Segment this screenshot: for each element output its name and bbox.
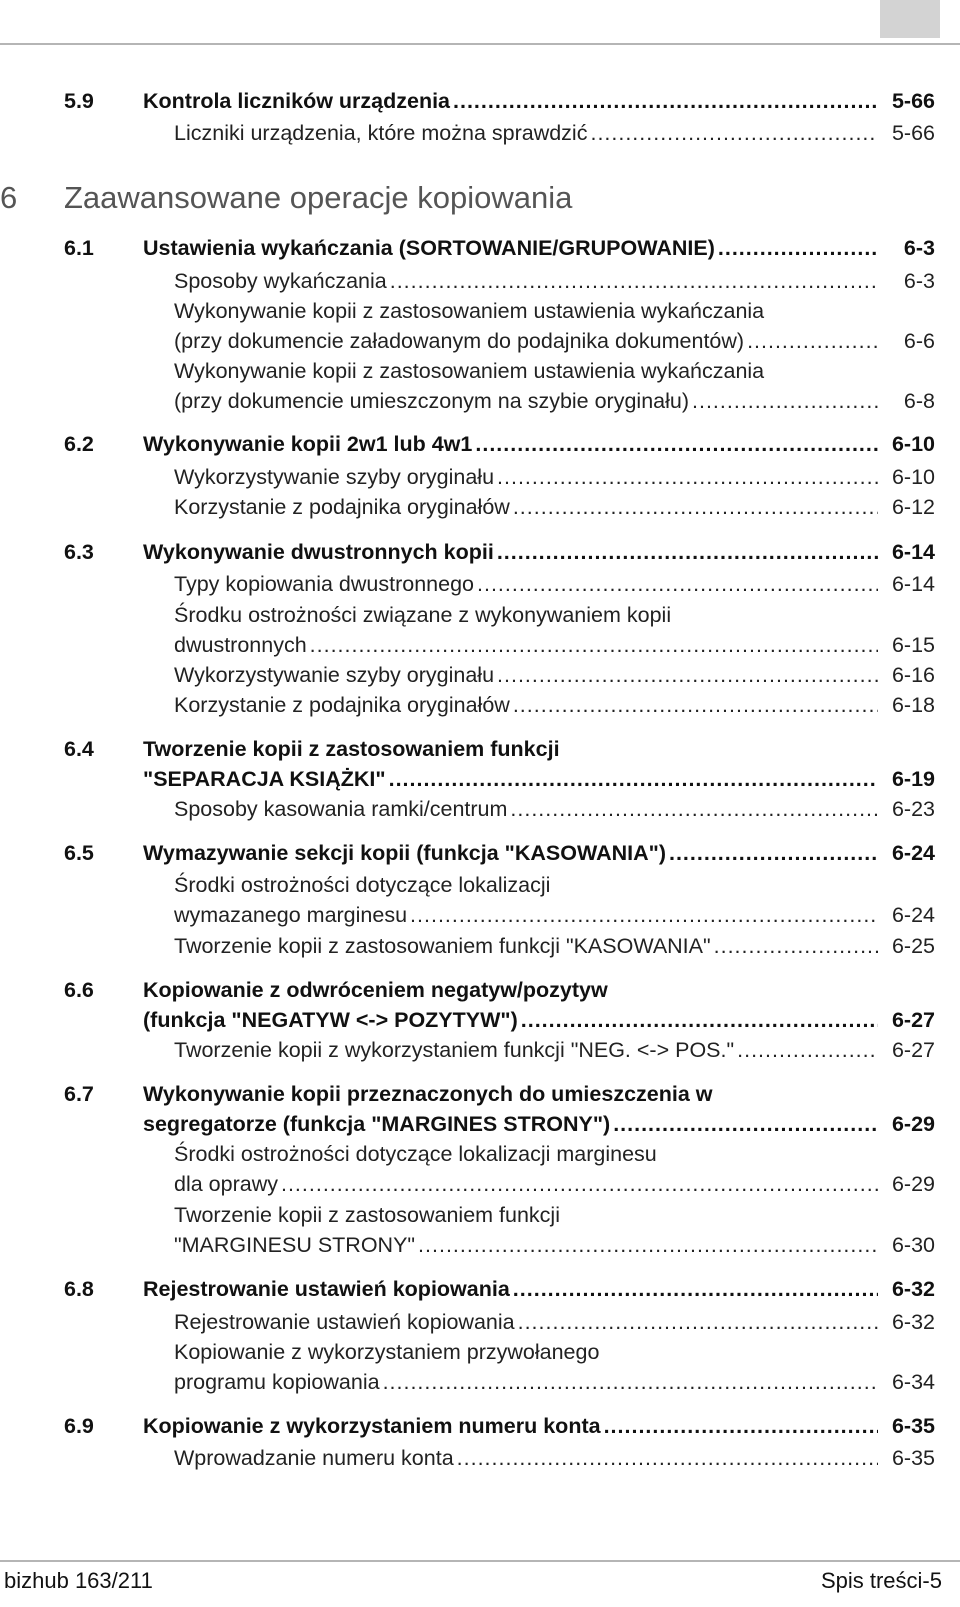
toc-title-line: dla oprawy — [174, 1172, 278, 1196]
toc-dot-leader — [590, 118, 878, 148]
toc-section-number: 6.6 — [64, 978, 94, 1002]
toc-page-number: 6-35 — [891, 1446, 935, 1470]
toc-title-line: "SEPARACJA KSIĄŻKI" — [143, 767, 386, 791]
toc-title-line: Wykonywanie kopii przeznaczonych do umieszczenia w — [143, 1082, 713, 1106]
toc-entry-title — [174, 296, 935, 356]
toc-page-number: 6-24 — [891, 903, 935, 927]
toc-page-number: 6-18 — [891, 693, 935, 717]
toc-entry-title — [174, 931, 935, 961]
toc-dot-leader — [453, 86, 878, 116]
toc-page-number: 6-29 — [891, 1112, 935, 1136]
toc-page-number: 6-12 — [891, 495, 935, 519]
toc-dot-leader — [510, 794, 878, 824]
toc-entry-title — [143, 429, 935, 459]
toc-section-number: 6.7 — [64, 1082, 94, 1106]
toc-dot-leader — [475, 429, 878, 459]
toc-entry-title — [174, 569, 935, 599]
toc-title-line: Wykonywanie dwustronnych kopii — [143, 540, 494, 564]
toc-page-number: 6-32 — [891, 1310, 935, 1334]
toc-section-number: 6.2 — [64, 432, 94, 456]
toc-dot-leader — [718, 233, 878, 263]
toc-dot-leader — [410, 900, 878, 930]
toc-page-number: 6-10 — [891, 432, 935, 456]
toc-entry-title — [143, 838, 935, 868]
toc-dot-leader — [604, 1411, 878, 1441]
toc-title-line: Tworzenie kopii z zastosowaniem funkcji — [143, 737, 560, 761]
toc-title-line: Tworzenie kopii z zastosowaniem funkcji — [174, 1203, 560, 1227]
header-rule — [0, 43, 960, 45]
footer-rule — [0, 1560, 960, 1562]
toc-entry-title — [143, 233, 935, 263]
toc-page-number: 6-27 — [891, 1038, 935, 1062]
toc-section-number: 6.4 — [64, 737, 94, 761]
toc-entry-title — [174, 1337, 935, 1397]
toc-page-number: 6-6 — [903, 329, 935, 353]
toc-section-number: 5.9 — [64, 89, 94, 113]
toc-section-number: 6.3 — [64, 540, 94, 564]
toc-title-line: Typy kopiowania dwustronnego — [174, 572, 474, 596]
toc-entry-title — [174, 1035, 935, 1065]
toc-page-number: 6-3 — [903, 236, 935, 260]
toc-dot-leader — [497, 660, 878, 690]
toc-title-line: Wykonywanie kopii 2w1 lub 4w1 — [143, 432, 473, 456]
toc-title-line: Rejestrowanie ustawień kopiowania — [174, 1310, 515, 1334]
toc-title-line: dwustronnych — [174, 633, 307, 657]
toc-title-line: "MARGINESU STRONY" — [174, 1233, 416, 1257]
toc-page-number: 6-23 — [891, 797, 935, 821]
toc-dot-leader — [669, 838, 878, 868]
toc-title-line: Kopiowanie z odwróceniem negatyw/pozytyw — [143, 978, 608, 1002]
toc-title-line: Środki ostrożności dotyczące lokalizacji marginesu — [174, 1142, 657, 1166]
footer-product-name: bizhub 163/211 — [4, 1568, 153, 1593]
toc-dot-leader — [310, 630, 878, 660]
toc-page-number: 6-25 — [891, 934, 935, 958]
toc-section-number: 6.5 — [64, 841, 94, 865]
toc-dot-leader — [389, 764, 878, 794]
toc-title-line: Tworzenie kopii z wykorzystaniem funkcji "NEG. <-> POS." — [174, 1038, 735, 1062]
toc-title-line: Sposoby kasowania ramki/centrum — [174, 797, 508, 821]
toc-dot-leader — [477, 569, 878, 599]
toc-title-line: Liczniki urządzenia, które można sprawdzić — [174, 121, 588, 145]
toc-title-line: Tworzenie kopii z zastosowaniem funkcji "KASOWANIA" — [174, 934, 711, 958]
toc-entry-title — [174, 462, 935, 492]
toc-page-number: 5-66 — [891, 121, 935, 145]
toc-title-line: Wykorzystywanie szyby oryginału — [174, 663, 495, 687]
toc-page-number: 6-16 — [891, 663, 935, 687]
toc-title-line: (przy dokumencie umieszczonym na szybie oryginału) — [174, 389, 690, 413]
toc-dot-leader — [418, 1230, 878, 1260]
toc-entry-title — [174, 660, 935, 690]
toc-dot-leader — [281, 1169, 878, 1199]
toc-page-number: 6-35 — [891, 1414, 935, 1438]
toc-title-line: Ustawienia wykańczania (SORTOWANIE/GRUPOWANIE) — [143, 236, 715, 260]
toc-dot-leader — [513, 492, 878, 522]
toc-entry-title — [143, 1079, 935, 1139]
toc-section-number: 6.1 — [64, 236, 94, 260]
toc-entry-title — [143, 86, 935, 116]
toc-title-line: wymazanego marginesu — [174, 903, 408, 927]
toc-page-number: 6-3 — [903, 269, 935, 293]
toc-page-number: 6-14 — [891, 572, 935, 596]
toc-title-line: segregatorze (funkcja "MARGINES STRONY") — [143, 1112, 611, 1136]
toc-entry-title — [174, 600, 935, 660]
toc-dot-leader — [613, 1109, 878, 1139]
toc-section-number: 6.9 — [64, 1414, 94, 1438]
toc-dot-leader — [518, 1307, 878, 1337]
toc-dot-leader — [497, 537, 878, 567]
toc-page-number: 6-32 — [891, 1277, 935, 1301]
toc-page-number: 6-34 — [891, 1370, 935, 1394]
toc-title-line: Wykorzystywanie szyby oryginału — [174, 465, 495, 489]
footer-page-label: Spis treści-5 — [820, 1568, 942, 1593]
toc-section-number: 6.8 — [64, 1277, 94, 1301]
toc-entry-title — [143, 734, 935, 794]
toc-dot-leader — [383, 1367, 878, 1397]
toc-page-number: 6-24 — [891, 841, 935, 865]
toc-title-line: programu kopiowania — [174, 1370, 380, 1394]
toc-title-line: Środku ostrożności związane z wykonywaniem kopii — [174, 603, 672, 627]
toc-page-number: 6-15 — [891, 633, 935, 657]
toc-page-number: 6-29 — [891, 1172, 935, 1196]
toc-entry-title — [174, 1139, 935, 1199]
toc-title-line: Kopiowanie z wykorzystaniem przywołanego — [174, 1340, 600, 1364]
toc-entry-title — [174, 492, 935, 522]
toc-page-number: 6-10 — [891, 465, 935, 489]
toc-page-number: 6-14 — [891, 540, 935, 564]
toc-title-line: (przy dokumencie załadowanym do podajnika dokumentów) — [174, 329, 745, 353]
chapter-title: Zaawansowane operacje kopiowania — [64, 180, 573, 215]
toc-title-line: Rejestrowanie ustawień kopiowania — [143, 1277, 510, 1301]
toc-page-number: 5-66 — [891, 89, 935, 113]
toc-entry-title — [143, 1274, 935, 1304]
toc-title-line: Wykonywanie kopii z zastosowaniem ustawienia wykańczania — [174, 359, 765, 383]
toc-dot-leader — [714, 931, 878, 961]
toc-dot-leader — [513, 1274, 878, 1304]
toc-dot-leader — [747, 326, 878, 356]
toc-title-line: (funkcja "NEGATYW <-> POZYTYW") — [143, 1008, 518, 1032]
toc-title-line: Korzystanie z podajnika oryginałów — [174, 495, 510, 519]
toc-dot-leader — [390, 266, 878, 296]
toc-entry-title — [143, 1411, 935, 1441]
toc-entry-title — [143, 537, 935, 567]
toc-dot-leader — [457, 1443, 878, 1473]
toc-entry-title — [174, 118, 935, 148]
toc-dot-leader — [521, 1005, 878, 1035]
toc-entry-title — [174, 870, 935, 930]
chapter-number: 6 — [0, 180, 18, 215]
toc-entry-title — [174, 690, 935, 720]
toc-title-line: Wykonywanie kopii z zastosowaniem ustawienia wykańczania — [174, 299, 765, 323]
toc-entry-title — [174, 1200, 935, 1260]
toc-entry-title — [174, 266, 935, 296]
toc-entry-title — [174, 794, 935, 824]
toc-title-line: Wymazywanie sekcji kopii (funkcja "KASOWANIA") — [143, 841, 666, 865]
toc-page-number: 6-30 — [891, 1233, 935, 1257]
toc-title-line: Środki ostrożności dotyczące lokalizacji — [174, 873, 551, 897]
toc-title-line: Kontrola liczników urządzenia — [143, 89, 451, 113]
toc-dot-leader — [737, 1035, 878, 1065]
toc-dot-leader — [497, 462, 878, 492]
toc-page-number: 6-8 — [903, 389, 935, 413]
toc-dot-leader — [692, 386, 878, 416]
toc-entry-title — [174, 356, 935, 416]
toc-entry-title — [174, 1307, 935, 1337]
toc-page-number: 6-19 — [891, 767, 935, 791]
toc-title-line: Wprowadzanie numeru konta — [174, 1446, 454, 1470]
toc-entry-title — [174, 1443, 935, 1473]
toc-page-number: 6-27 — [891, 1008, 935, 1032]
toc-title-line: Kopiowanie z wykorzystaniem numeru konta — [143, 1414, 601, 1438]
toc-entry-title — [143, 975, 935, 1035]
toc-title-line: Korzystanie z podajnika oryginałów — [174, 693, 510, 717]
toc-dot-leader — [513, 690, 878, 720]
toc-title-line: Sposoby wykańczania — [174, 269, 387, 293]
section-tab-marker — [880, 0, 940, 38]
